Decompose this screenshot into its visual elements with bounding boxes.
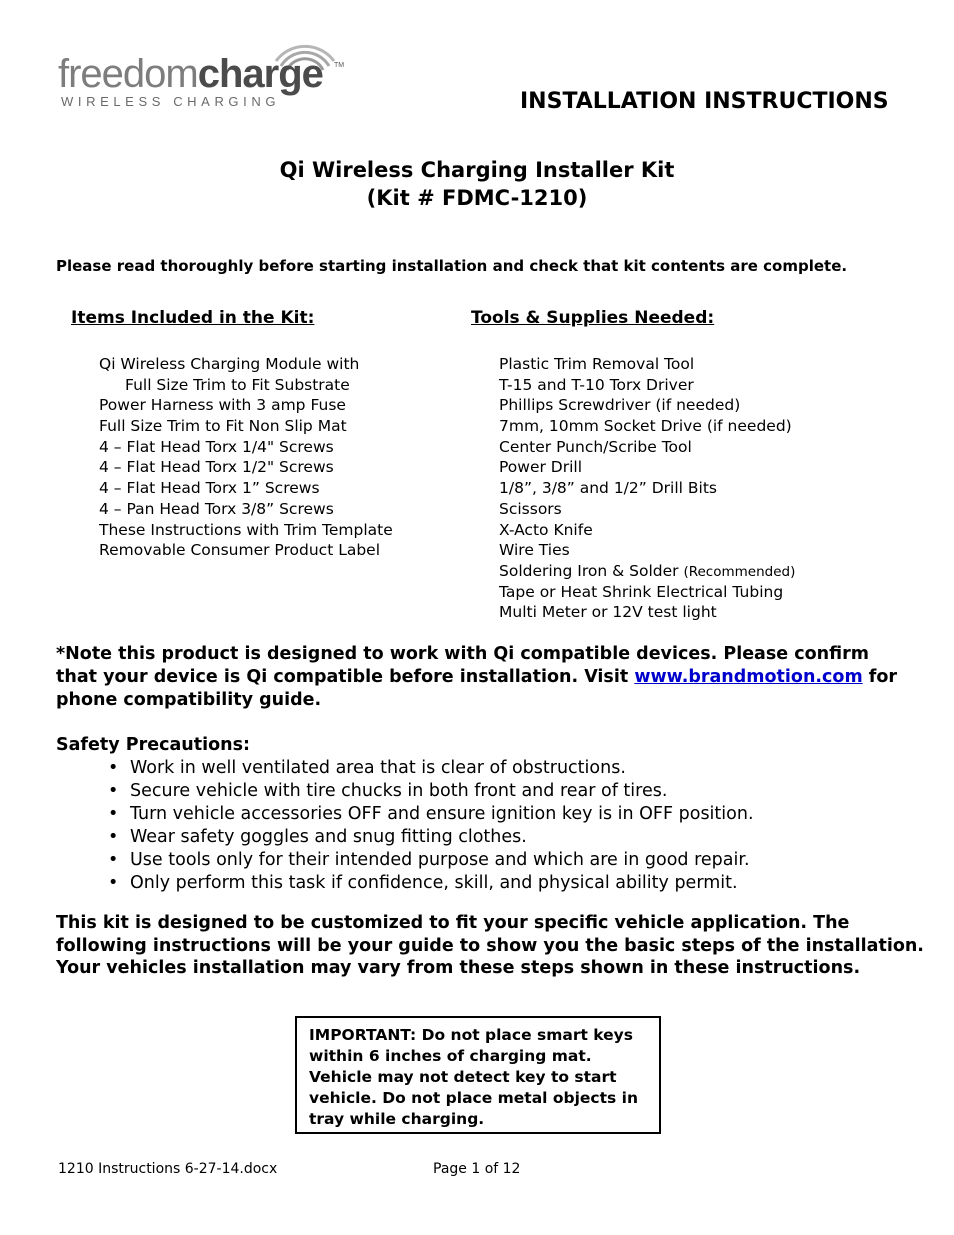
footer-filename: 1210 Instructions 6-27-14.docx — [58, 1161, 278, 1177]
list-item: 4 – Flat Head Torx 1/2" Screws — [99, 458, 334, 477]
list-item: These Instructions with Trim Template — [99, 520, 393, 539]
list-item: Multi Meter or 12V test light — [499, 603, 717, 622]
bullet-icon: • — [108, 827, 119, 847]
footer-page-number: Page 1 of 12 — [433, 1161, 521, 1177]
list-item — [108, 826, 754, 849]
items-list — [99, 354, 393, 561]
list-item: Qi Wireless Charging Module with — [99, 355, 360, 373]
doc-title-line2: (Kit # FDMC-1210) — [366, 186, 588, 210]
note-text: *Note this product is designed to work with Qi compatible devices. Please confirm that your device is Qi compatible before installation. Visit — [56, 644, 869, 687]
list-item: Full Size Trim to Fit Non Slip Mat — [99, 417, 347, 436]
bullet-icon: • — [108, 873, 119, 893]
safety-item-text: Use tools only for their intended purpose and which are in good repair. — [130, 850, 750, 870]
logo-trademark: TM — [334, 62, 345, 69]
compatibility-note — [56, 643, 916, 712]
list-item: 4 – Flat Head Torx 1/4" Screws — [99, 437, 334, 456]
safety-item-text: Only perform this task if confidence, skill, and physical ability permit. — [130, 873, 738, 893]
bullet-icon: • — [108, 758, 119, 778]
list-item: 7mm, 10mm Socket Drive (if needed) — [499, 417, 792, 436]
list-item: X-Acto Knife — [499, 520, 593, 539]
bullet-icon: • — [108, 781, 119, 801]
safety-item-text: Wear safety goggles and snug fitting clothes. — [130, 827, 527, 847]
page-title: INSTALLATION INSTRUCTIONS — [520, 89, 889, 114]
list-item — [108, 757, 754, 780]
list-item: Scissors — [499, 499, 562, 518]
logo-word-charge: charge — [197, 52, 323, 96]
logo-tagline: WIRELESS CHARGING — [61, 94, 281, 109]
logo-wordmark — [58, 52, 323, 96]
list-item-text: Soldering Iron & Solder — [499, 561, 679, 580]
safety-item-text: Secure vehicle with tire chucks in both front and rear of tires. — [130, 781, 668, 801]
important-notice-box: IMPORTANT: Do not place smart keys within 6 inches of charging mat. Vehicle may not detect key to start vehicle. Do not place metal objects in tray while charging. — [295, 1016, 661, 1134]
list-item: Center Punch/Scribe Tool — [499, 437, 692, 456]
items-heading: Items Included in the Kit: — [71, 308, 315, 328]
safety-list — [108, 757, 754, 895]
tools-list — [499, 354, 795, 623]
recommended-note: (Recommended) — [683, 563, 796, 580]
safety-item-text: Turn vehicle accessories OFF and ensure ignition key is in OFF position. — [130, 804, 754, 824]
list-item — [108, 780, 754, 803]
bullet-icon: • — [108, 850, 119, 870]
list-item: Power Harness with 3 amp Fuse — [99, 396, 346, 415]
list-item: Plastic Trim Removal Tool — [499, 355, 695, 373]
list-item: Full Size Trim to Fit Substrate — [125, 375, 350, 394]
list-item — [108, 849, 754, 872]
list-item: 1/8”, 3/8” and 1/2” Drill Bits — [499, 479, 717, 498]
list-item — [499, 561, 795, 582]
list-item — [108, 872, 754, 895]
logo-word-freedom: freedom — [58, 52, 198, 96]
intro-text: Please read thoroughly before starting installation and check that kit contents are complete. — [56, 257, 848, 275]
freedomcharge-logo — [58, 40, 358, 112]
list-item — [108, 803, 754, 826]
list-item: Phillips Screwdriver (if needed) — [499, 396, 741, 415]
bullet-icon: • — [108, 804, 119, 824]
list-item: Tape or Heat Shrink Electrical Tubing — [499, 582, 784, 601]
list-item: Power Drill — [499, 458, 583, 477]
list-item: 4 – Flat Head Torx 1” Screws — [99, 479, 320, 498]
list-item: Removable Consumer Product Label — [99, 541, 381, 560]
doc-title-line1: Qi Wireless Charging Installer Kit — [279, 158, 675, 182]
customization-paragraph: This kit is designed to be customized to fit your specific vehicle application. The following instructions will be your guide to show you the basic steps of the installation. Your vehicles installation may vary from these steps shown in these instructions. — [56, 913, 924, 978]
list-item: T-15 and T-10 Torx Driver — [499, 375, 694, 394]
safety-heading: Safety Precautions: — [56, 735, 250, 755]
brandmotion-link[interactable]: www.brandmotion.com — [634, 667, 863, 687]
note-text-end: for phone compatibility guide. — [56, 667, 898, 710]
list-item: Wire Ties — [499, 541, 570, 560]
list-item: 4 – Pan Head Torx 3/8” Screws — [99, 499, 334, 518]
safety-item-text: Work in well ventilated area that is clear of obstructions. — [130, 758, 626, 778]
tools-heading: Tools & Supplies Needed: — [471, 308, 715, 328]
